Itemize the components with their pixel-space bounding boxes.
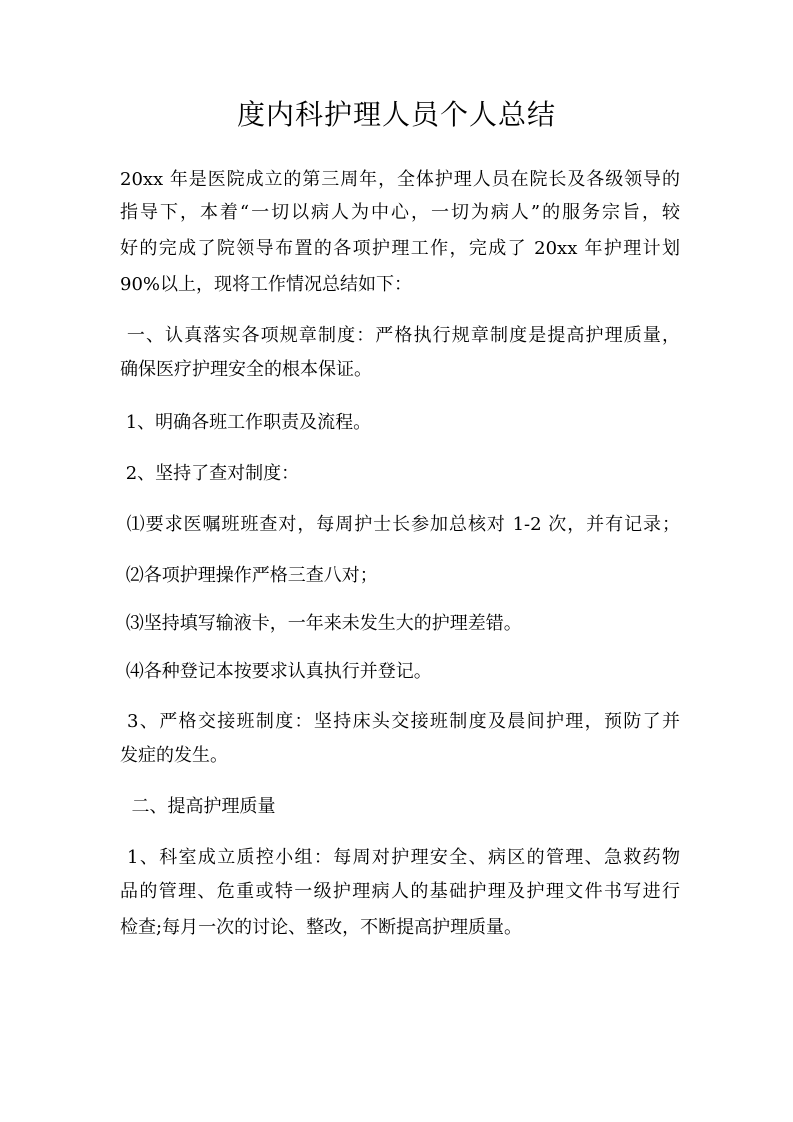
- paragraph-line: 检查;每月一次的讨论、整改，不断提高护理质量。: [120, 917, 523, 938]
- paragraph-line: ⑵各项护理操作严格三查八对；: [120, 565, 378, 586]
- paragraph-line: 1、科室成立质控小组：每周对护理安全、病区的管理、急救药物: [120, 847, 680, 868]
- paragraph-line: 指导下，本着“一切以病人为中心，一切为病人”的服务宗旨，较: [120, 202, 680, 223]
- paragraph-line: 3、严格交接班制度：坚持床头交接班制度及晨间护理，预防了并: [120, 711, 680, 732]
- paragraph-line: 发症的发生。: [120, 745, 228, 766]
- paragraph-line: 20xx 年是医院成立的第三周年，全体护理人员在院长及各级领导的: [120, 169, 680, 190]
- paragraph-line: ⑴要求医嘱班班查对，每周护士长参加总核对 1-2 次，并有记录；: [120, 514, 680, 535]
- paragraph-line: 1、明确各班工作职责及流程。: [120, 412, 372, 433]
- paragraph-line: ⑶坚持填写输液卡，一年来未发生大的护理差错。: [120, 613, 522, 634]
- paragraph-line: 确保医疗护理安全的根本保证。: [120, 359, 372, 380]
- paragraph-line: 品的管理、危重或特一级护理病人的基础护理及护理文件书写进行: [120, 881, 680, 902]
- paragraph-line: ⑷各种登记本按要求认真执行并登记。: [120, 661, 432, 682]
- paragraph-line: 一、认真落实各项规章制度：严格执行规章制度是提高护理质量，: [120, 325, 680, 346]
- document-title: 度内科护理人员个人总结: [236, 98, 556, 131]
- paragraph-line: 90%以上，现将工作情况总结如下：: [120, 274, 413, 295]
- paragraph-line: 2、坚持了查对制度：: [120, 463, 300, 484]
- paragraph-line: 好的完成了院领导布置的各项护理工作，完成了 20xx 年护理计划: [120, 238, 680, 259]
- section-heading: 二、提高护理质量: [120, 796, 276, 817]
